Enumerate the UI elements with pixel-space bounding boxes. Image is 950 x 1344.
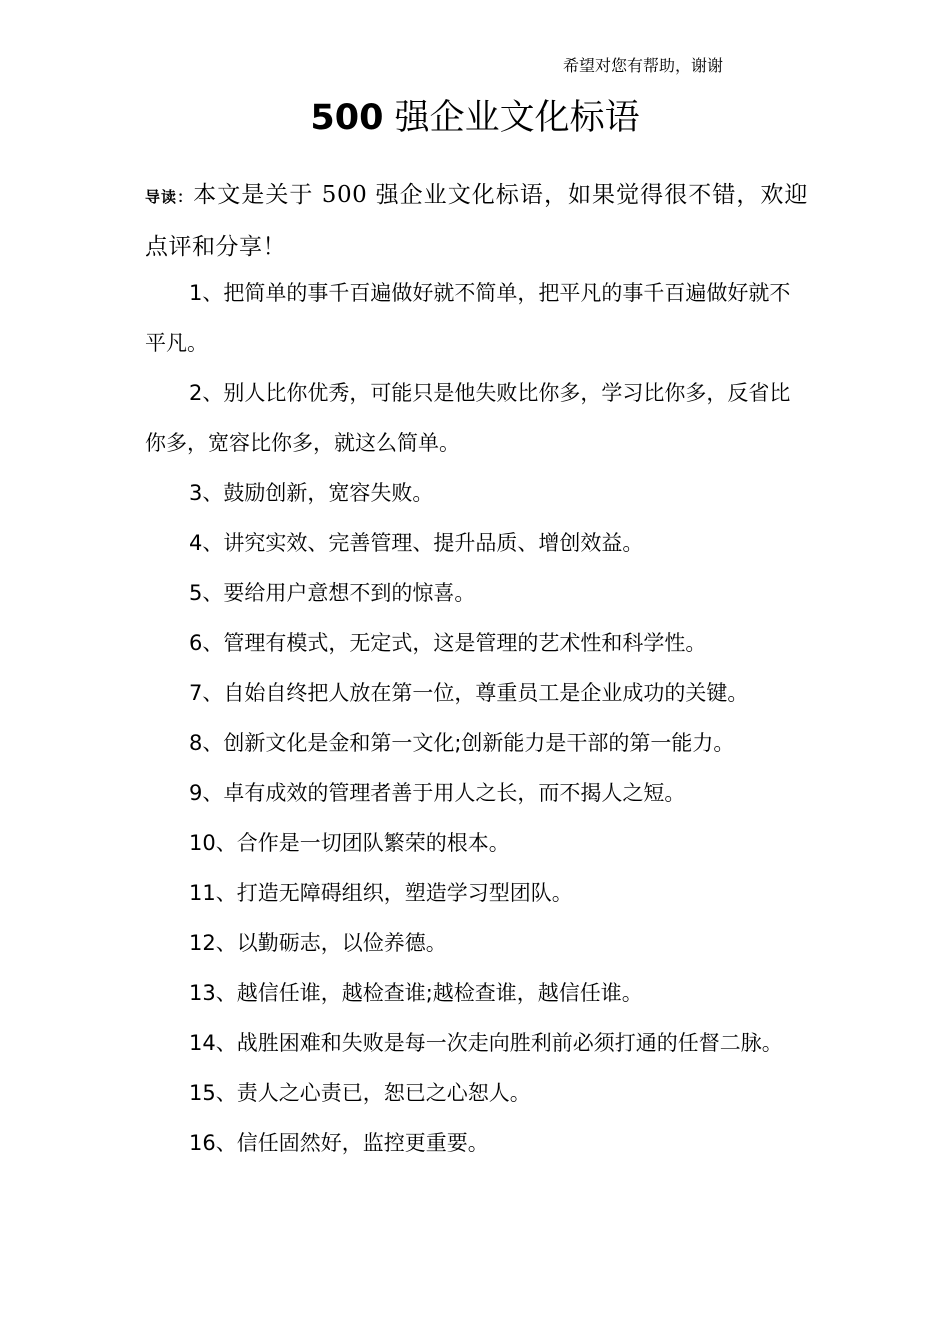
- list-item: 12、以勤砺志，以俭养德。: [189, 931, 447, 955]
- list-item: 14、战胜困难和失败是每一次走向胜利前必须打通的任督二脉。: [189, 1031, 783, 1055]
- page-title: [0, 94, 950, 142]
- title-number: 500: [310, 98, 384, 138]
- list-item: 2、别人比你优秀，可能只是他失败比你多，学习比你多，反省比你多，宽容比你多，就这么简单。: [145, 381, 791, 455]
- intro-label: 导读：: [145, 188, 194, 206]
- list-item: 7、自始自终把人放在第一位，尊重员工是企业成功的关键。: [189, 681, 749, 705]
- list-item: 13、越信任谁，越检查谁;越检查谁，越信任谁。: [189, 981, 643, 1005]
- list-item: 3、鼓励创新，宽容失败。: [189, 481, 434, 505]
- list-item: 8、创新文化是金和第一文化;创新能力是干部的第一能力。: [189, 731, 735, 755]
- header-note: 希望对您有帮助，谢谢: [563, 56, 724, 75]
- list-item: 5、要给用户意想不到的惊喜。: [189, 581, 476, 605]
- list-item: 9、卓有成效的管理者善于用人之长，而不揭人之短。: [189, 781, 686, 805]
- list-item: 1、把简单的事千百遍做好就不简单，把平凡的事千百遍做好就不平凡。: [145, 281, 791, 355]
- list-item: 10、合作是一切团队繁荣的根本。: [189, 831, 510, 855]
- list-item: 6、管理有模式，无定式，这是管理的艺术性和科学性。: [189, 631, 707, 655]
- intro-paragraph: [145, 170, 808, 272]
- intro-text: 本文是关于 500 强企业文化标语，如果觉得很不错，欢迎点评和分享！: [145, 182, 808, 260]
- slogan-list: [145, 268, 810, 1168]
- list-item: 4、讲究实效、完善管理、提升品质、增创效益。: [189, 531, 644, 555]
- list-item: 15、责人之心责已，恕已之心恕人。: [189, 1081, 531, 1105]
- title-text: 强企业文化标语: [394, 98, 640, 138]
- list-item: 16、信任固然好，监控更重要。: [189, 1131, 489, 1155]
- list-item: 11、打造无障碍组织，塑造学习型团队。: [189, 881, 573, 905]
